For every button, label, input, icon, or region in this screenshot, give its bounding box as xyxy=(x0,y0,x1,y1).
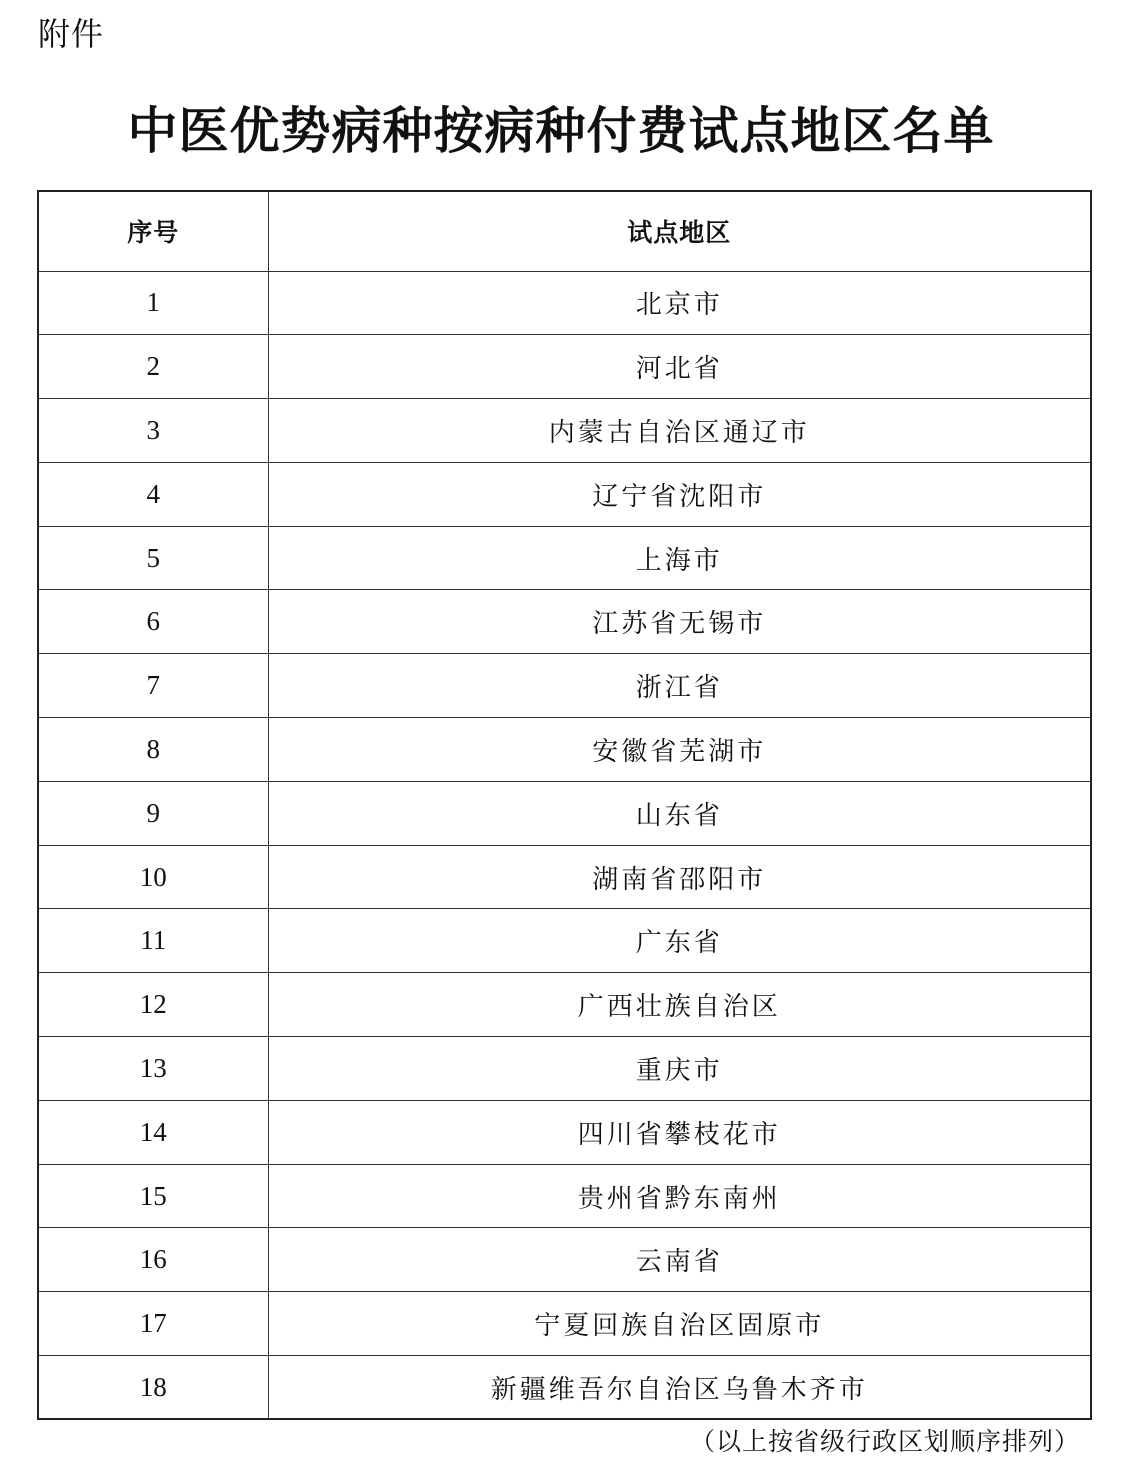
region-cell: 云南省 xyxy=(268,1228,1091,1292)
table-row xyxy=(38,526,1091,590)
region-cell: 四川省攀枝花市 xyxy=(268,1100,1091,1164)
region-cell: 新疆维吾尔自治区乌鲁木齐市 xyxy=(268,1356,1091,1420)
table-row xyxy=(38,781,1091,845)
table-row xyxy=(38,271,1091,335)
region-cell: 湖南省邵阳市 xyxy=(268,845,1091,909)
table-row xyxy=(38,1037,1091,1101)
seq-cell: 8 xyxy=(38,718,268,782)
region-cell: 上海市 xyxy=(268,526,1091,590)
document-title: 中医优势病种按病种付费试点地区名单 xyxy=(127,101,995,160)
seq-cell: 4 xyxy=(38,462,268,526)
table-row xyxy=(38,718,1091,782)
seq-cell: 18 xyxy=(38,1356,268,1420)
region-cell: 浙江省 xyxy=(268,654,1091,718)
header-seq: 序号 xyxy=(38,191,268,271)
region-cell: 贵州省黔东南州 xyxy=(268,1164,1091,1228)
ordering-footnote: （以上按省级行政区划顺序排列） xyxy=(689,1427,1080,1456)
region-cell: 安徽省芜湖市 xyxy=(268,718,1091,782)
region-cell: 山东省 xyxy=(268,781,1091,845)
table-row xyxy=(38,462,1091,526)
table-header-row xyxy=(38,191,1091,271)
region-cell: 辽宁省沈阳市 xyxy=(268,462,1091,526)
table-row xyxy=(38,654,1091,718)
seq-cell: 5 xyxy=(38,526,268,590)
seq-cell: 10 xyxy=(38,845,268,909)
table-row xyxy=(38,1164,1091,1228)
seq-cell: 9 xyxy=(38,781,268,845)
region-cell: 北京市 xyxy=(268,271,1091,335)
seq-cell: 3 xyxy=(38,399,268,463)
region-cell: 广东省 xyxy=(268,909,1091,973)
table-row xyxy=(38,399,1091,463)
table-row xyxy=(38,845,1091,909)
region-cell: 江苏省无锡市 xyxy=(268,590,1091,654)
seq-cell: 11 xyxy=(38,909,268,973)
region-cell: 重庆市 xyxy=(268,1037,1091,1101)
region-cell: 内蒙古自治区通辽市 xyxy=(268,399,1091,463)
region-cell: 河北省 xyxy=(268,335,1091,399)
seq-cell: 12 xyxy=(38,973,268,1037)
pilot-regions-table xyxy=(37,190,1092,1420)
attachment-label: 附件 xyxy=(38,15,105,53)
seq-cell: 16 xyxy=(38,1228,268,1292)
seq-cell: 14 xyxy=(38,1100,268,1164)
seq-cell: 17 xyxy=(38,1292,268,1356)
table-row xyxy=(38,973,1091,1037)
header-region: 试点地区 xyxy=(268,191,1091,271)
region-cell: 广西壮族自治区 xyxy=(268,973,1091,1037)
table-row xyxy=(38,1356,1091,1420)
table-row xyxy=(38,1292,1091,1356)
table-row xyxy=(38,1100,1091,1164)
region-cell: 宁夏回族自治区固原市 xyxy=(268,1292,1091,1356)
table-row xyxy=(38,335,1091,399)
seq-cell: 7 xyxy=(38,654,268,718)
seq-cell: 1 xyxy=(38,271,268,335)
table-row xyxy=(38,909,1091,973)
table-row xyxy=(38,1228,1091,1292)
table-row xyxy=(38,590,1091,654)
seq-cell: 15 xyxy=(38,1164,268,1228)
seq-cell: 13 xyxy=(38,1037,268,1101)
seq-cell: 6 xyxy=(38,590,268,654)
seq-cell: 2 xyxy=(38,335,268,399)
